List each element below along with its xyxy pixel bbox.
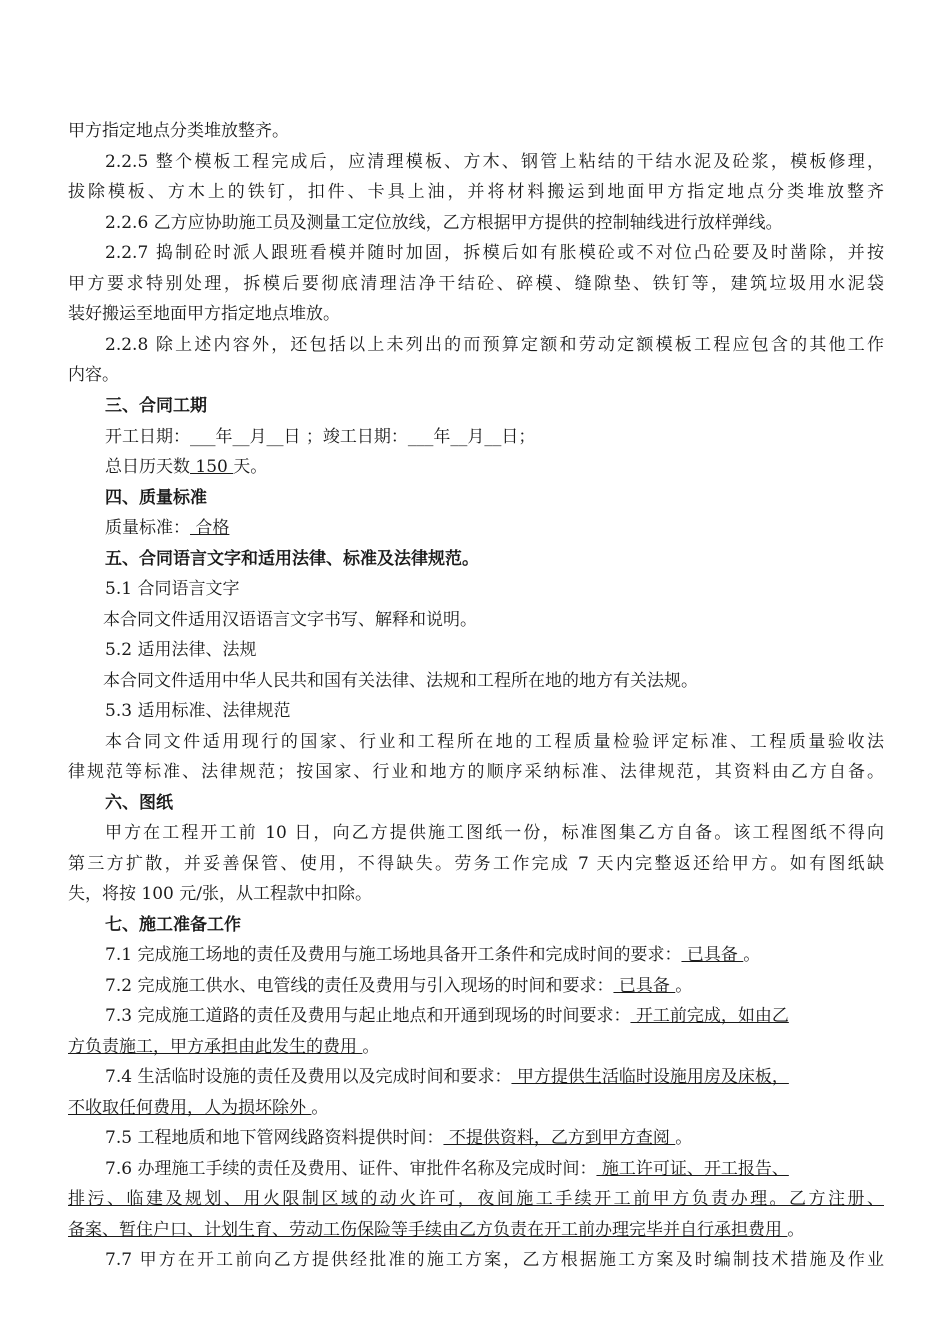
section-heading-7: 七、施工准备工作 [105,915,241,935]
paragraph-line: 内容。 [68,365,119,385]
paragraph-line [68,1094,884,1122]
section-heading-6: 六、图纸 [105,793,173,813]
paragraph-line: 甲方在工程开工前 10 日，向乙方提供施工图纸一份，标准图集乙方自备。该工程图纸不得向 [105,823,884,843]
clause-text: 7.2 完成施工供水、电管线的责任及费用与引入现场的时间和要求： [105,976,614,996]
paragraph-line: 本合同文件适用汉语语言文字书写、解释和说明。 [103,610,477,630]
clause-7-3 [105,1002,884,1030]
clause-2-2-7: 2.2.7 捣制砼时派人跟班看模并随时加固，拆模后如有胀模砼或不对位凸砼要及时凿除，并按 [105,243,884,263]
clause-text: 7.3 完成施工道路的责任及费用与起止地点和开通到现场的时间要求： [105,1006,631,1026]
clause-text: 7.6 办理施工手续的责任及费用、证件、审批件名称及完成时间： [105,1159,597,1179]
punctuation: 。 [311,1098,329,1118]
subsection-5-2: 5.2 适用法律、法规 [105,640,257,660]
clause-7-4 [105,1063,884,1091]
section-heading-3: 三、合同工期 [105,396,207,416]
paragraph-line: 失，将按 100 元/张，从工程款中扣除。 [68,884,372,904]
filled-value: 开工前完成，如由乙 [630,1006,789,1026]
total-days [105,453,884,481]
paragraph-line: 第三方扩散，并妥善保管、使用，不得缺失。劳务工作完成 7 天内完整返还给甲方。如有图纸缺 [68,854,884,874]
punctuation: 。 [362,1037,380,1057]
filled-value: 施工许可证、开工报告、 [596,1159,789,1179]
punctuation: 。 [743,945,761,965]
paragraph-line [68,1033,884,1061]
punctuation: 。 [675,1128,693,1148]
punctuation: 。 [675,976,693,996]
clause-text: 7.4 生活临时设施的责任及费用以及完成时间和要求： [105,1067,512,1087]
paragraph-line: 律规范等标准、法律规范；按国家、行业和地方的顺序采纳标准、法律规范，其资料由乙方自备。 [68,762,884,782]
clause-text: 7.1 完成施工场地的责任及费用与施工场地具备开工条件和完成时间的要求： [105,945,682,965]
section-heading-5: 五、合同语言文字和适用法律、标准及法律规范。 [105,549,479,569]
paragraph-line [68,1216,884,1244]
clause-2-2-6: 2.2.6 乙方应协助施工员及测量工定位放线，乙方根据甲方提供的控制轴线进行放样弹线。 [105,213,783,233]
paragraph-line: 装好搬运至地面甲方指定地点堆放。 [68,304,340,324]
subsection-5-3: 5.3 适用标准、法律规范 [105,701,291,721]
clause-7-5 [105,1124,884,1152]
clause-7-7: 7.7 甲方在开工前向乙方提供经批准的施工方案，乙方根据施工方案及时编制技术措施及作业 [105,1250,884,1270]
clause-7-6 [105,1155,884,1183]
paragraph-line: 本合同文件适用中华人民共和国有关法律、法规和工程所在地的地方有关法规。 [103,671,698,691]
total-days-label: 总日历天数 [105,457,190,477]
quality-standard [105,514,884,542]
filled-value: 已具备 [613,976,676,996]
section-heading-4: 四、质量标准 [105,488,207,508]
clause-2-2-8: 2.2.8 除上述内容外，还包括以上未列出的而预算定额和劳动定额模板工程应包含的其他工作 [105,335,884,355]
punctuation: 。 [787,1220,805,1240]
filled-value: 甲方提供生活临时设施用房及床板， [511,1067,789,1087]
paragraph-line: 甲方指定地点分类堆放整齐。 [68,121,289,141]
quality-label: 质量标准： [105,518,190,538]
filled-value: 不收取任何费用，人为损坏除外 [68,1098,312,1118]
filled-value: 备案、暂住户口、计划生育、劳动工伤保险等手续由乙方负责在开工前办理完毕并自行承担费用 [68,1220,788,1240]
start-end-dates: 开工日期：___年__月__日 ；竣工日期：___年__月__日； [105,427,536,447]
filled-value: 方负责施工，甲方承担由此发生的费用 [68,1037,363,1057]
paragraph-line: 拔除模板、方木上的铁钉，扣件、卡具上油，并将材料搬运到地面甲方指定地点分类堆放整齐 [68,182,884,202]
filled-value: 已具备 [681,945,744,965]
total-days-value: 150 [190,457,234,477]
total-days-unit: 天。 [233,457,268,477]
filled-value: 不提供资料，乙方到甲方查阅 [443,1128,676,1148]
clause-2-2-5: 2.2.5 整个模板工程完成后，应清理模板、方木、钢管上粘结的干结水泥及砼浆，模板修理， [105,152,884,172]
filled-value-line: 排污、临建及规划、用火限制区域的动火许可，夜间施工手续开工前甲方负责办理。乙方注册、 [68,1189,884,1209]
paragraph-line: 本合同文件适用现行的国家、行业和工程所在地的工程质量检验评定标准、工程质量验收法 [105,732,884,752]
paragraph-line: 甲方要求特别处理，拆模后要彻底清理洁净干结砼、碎模、缝隙垫、铁钉等，建筑垃圾用水泥袋 [68,274,884,294]
clause-7-1 [105,941,884,969]
clause-7-2 [105,972,884,1000]
quality-value: 合格 [190,518,230,538]
subsection-5-1: 5.1 合同语言文字 [105,579,240,599]
clause-text: 7.5 工程地质和地下管网线路资料提供时间： [105,1128,444,1148]
